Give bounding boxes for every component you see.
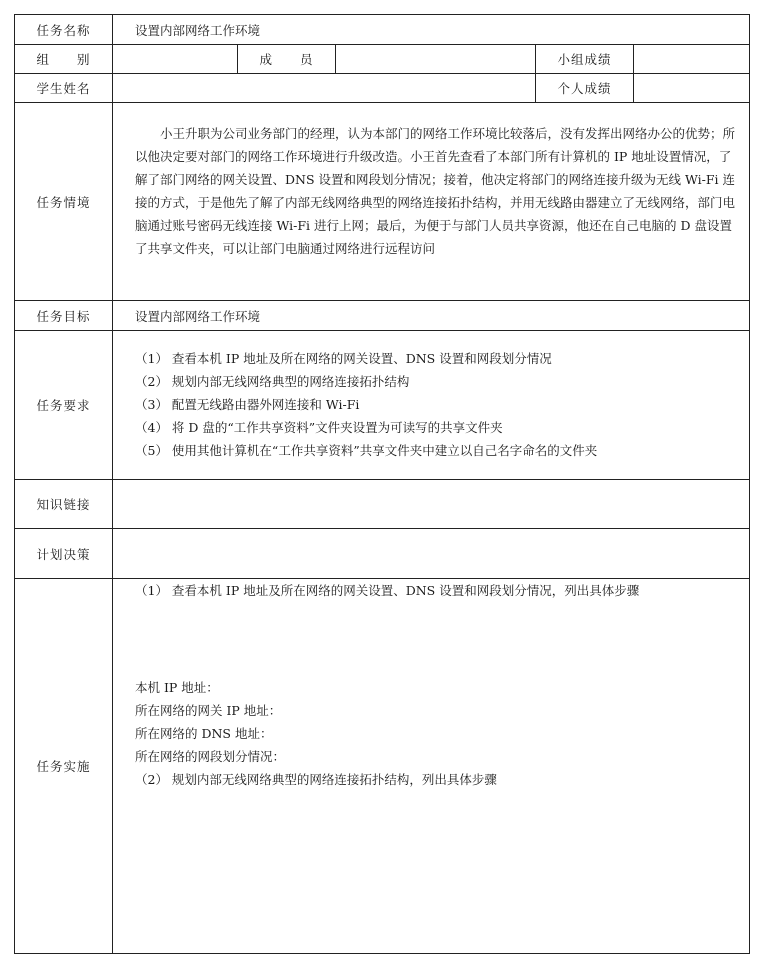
requirement-item: （2） 规划内部无线网络典型的网络连接拓扑结构 <box>135 374 410 389</box>
group-row <box>15 45 750 74</box>
requirement-item: （4） 将 D 盘的“工作共享资料”文件夹设置为可读写的共享文件夹 <box>135 420 503 435</box>
members-label: 成 员 <box>238 45 336 74</box>
requirements-label: 任务要求 <box>15 331 113 480</box>
goal-row <box>15 301 750 331</box>
step-1-answer-space[interactable] <box>135 602 735 676</box>
scenario-text: 小王升职为公司业务部门的经理，认为本部门的网络工作环境比较落后，没有发挥出网络办公的优势；所以他决定要对部门的网络工作环境进行升级改造。小王首先查看了本部门所有计算机的 IP 地址设置情况，了解了部门网络的网关设置、DNS 设置和网段划分情况；接着，他决定将部门的网络连接升级为无线 Wi-Fi 连接的方式，于是他先了解了内部无线网络典型的网络连接拓扑结构，并用无线路由器建立了无线网络，部门电脑通过账号密码无线连接 Wi-Fi 进行上网；最后，为便于与部门人员共享资源，他还在自己电脑的 D 盘设置了共享文件夹，可以让部门电脑通过网络进行远程访问 <box>113 103 750 301</box>
implementation-field: 所在网络的 DNS 地址： <box>135 726 273 741</box>
goal-label: 任务目标 <box>15 301 113 331</box>
student-row <box>15 74 750 103</box>
student-name-field[interactable] <box>113 74 536 103</box>
group-label: 组 别 <box>15 45 113 74</box>
implementation-field: 本机 IP 地址： <box>135 680 219 695</box>
implementation-label: 任务实施 <box>15 579 113 954</box>
requirement-item: （5） 使用其他计算机在“工作共享资料”共享文件夹中建立以自己名字命名的文件夹 <box>135 443 598 458</box>
requirements-list <box>113 331 750 480</box>
plan-field[interactable] <box>113 529 750 579</box>
requirement-item: （1） 查看本机 IP 地址及所在网络的网关设置、DNS 设置和网段划分情况 <box>135 351 552 366</box>
plan-label: 计划决策 <box>15 529 113 579</box>
task-form-table <box>14 14 750 954</box>
implementation-step-2: （2） 规划内部无线网络典型的网络连接拓扑结构，列出具体步骤 <box>135 772 497 787</box>
task-name-row <box>15 15 750 45</box>
implementation-step-1: （1） 查看本机 IP 地址及所在网络的网关设置、DNS 设置和网段划分情况，列出具体步骤 <box>135 583 640 598</box>
task-name-label: 任务名称 <box>15 15 113 45</box>
knowledge-label: 知识链接 <box>15 480 113 529</box>
requirement-item: （3） 配置无线路由器外网连接和 Wi-Fi <box>135 397 360 412</box>
task-name-value: 设置内部网络工作环境 <box>113 15 750 45</box>
scenario-row <box>15 103 750 301</box>
knowledge-field[interactable] <box>113 480 750 529</box>
knowledge-row <box>15 480 750 529</box>
personal-score-label: 个人成绩 <box>536 74 634 103</box>
task-sheet <box>14 14 749 955</box>
group-score-label: 小组成绩 <box>536 45 634 74</box>
group-field[interactable] <box>113 45 238 74</box>
student-name-label: 学生姓名 <box>15 74 113 103</box>
implementation-content[interactable] <box>113 579 750 954</box>
implementation-field: 所在网络的网段划分情况： <box>135 749 286 764</box>
goal-value: 设置内部网络工作环境 <box>113 301 750 331</box>
personal-score-field[interactable] <box>634 74 750 103</box>
scenario-label: 任务情境 <box>15 103 113 301</box>
group-score-field[interactable] <box>634 45 750 74</box>
requirements-row <box>15 331 750 480</box>
implementation-field: 所在网络的网关 IP 地址： <box>135 703 282 718</box>
members-field[interactable] <box>336 45 536 74</box>
implementation-row <box>15 579 750 954</box>
plan-row <box>15 529 750 579</box>
